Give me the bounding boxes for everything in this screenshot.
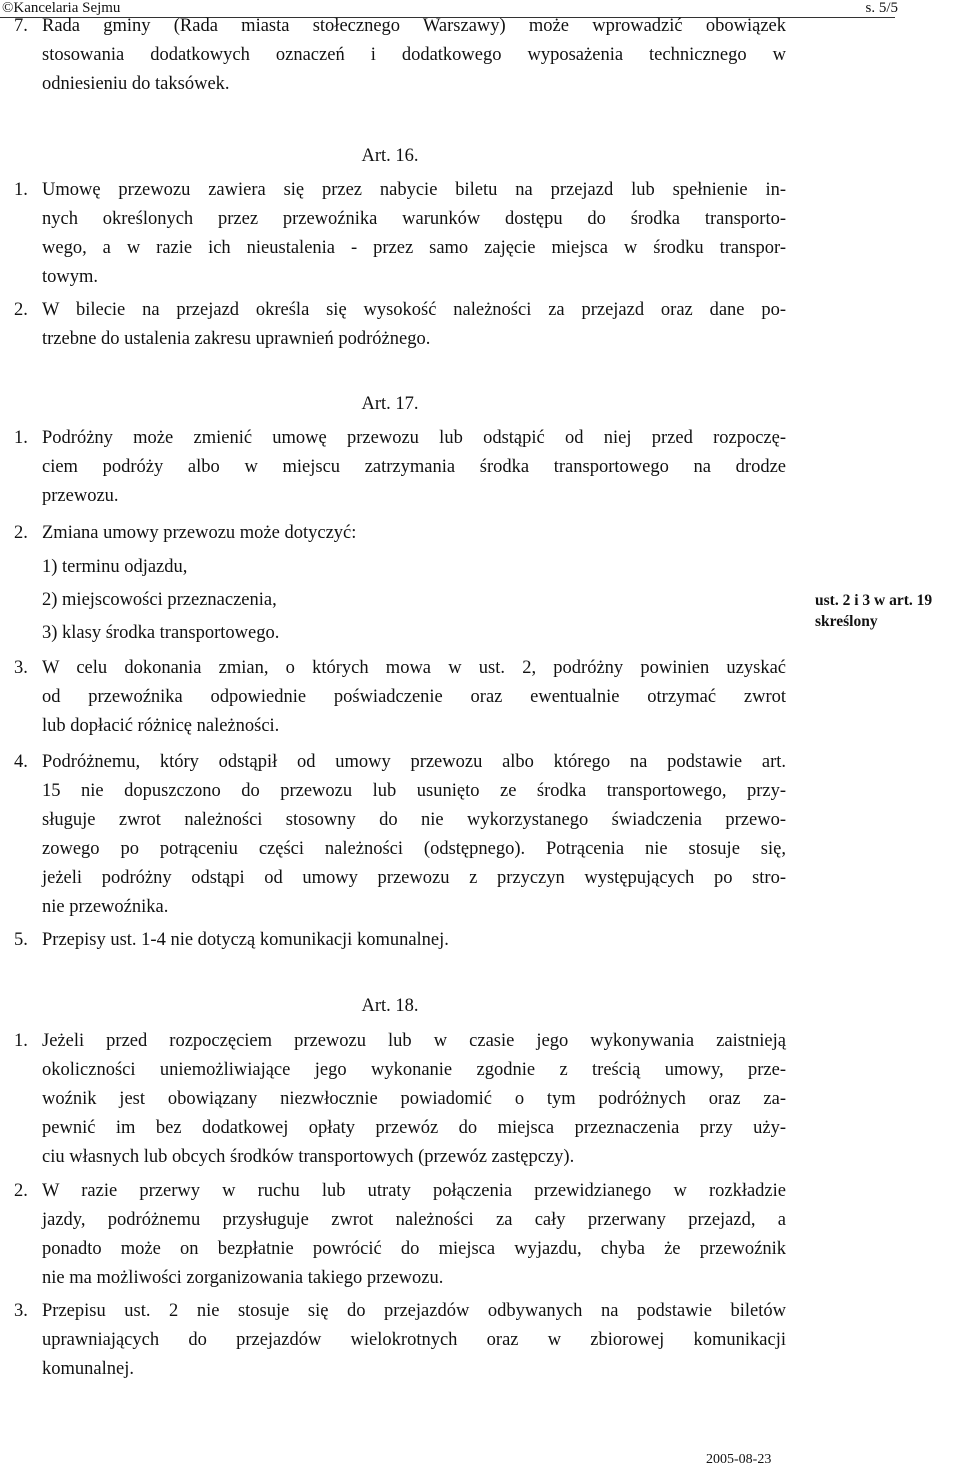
paragraph-line: przewozu. <box>42 486 119 506</box>
paragraph-line: jazdy, podróżnemu przysługuje zwrot należności za cały przerwany przejazd, a <box>42 1210 786 1230</box>
paragraph-number: 1. <box>14 1031 28 1051</box>
art18-paragraph-3 <box>14 1297 786 1384</box>
art17-paragraph-2 <box>14 519 786 548</box>
paragraph-line: Podróżny może zmienić umowę przewozu lub odstąpić od niej przed rozpoczę- <box>42 428 786 448</box>
paragraph-number: 3. <box>14 658 28 678</box>
footer-date: 2005-08-23 <box>706 1452 772 1467</box>
paragraph-number: 1. <box>14 180 28 200</box>
paragraph-7 <box>14 12 786 99</box>
paragraph-line: ciu własnych lub obcych środków transportowych (przewóz zastępczy). <box>42 1147 575 1167</box>
paragraph-number: 2. <box>14 300 28 320</box>
paragraph-line: nych określonych przez przewoźnika warunków dostępu do środka transporto- <box>42 209 786 229</box>
header-source: ©Kancelaria Sejmu <box>2 0 121 16</box>
paragraph-line: od przewoźnika odpowiednie poświadczenie oraz ewentualnie otrzymać zwrot <box>42 687 786 707</box>
paragraph-line: Podróżnemu, który odstąpił od umowy przewozu albo którego na podstawie art. <box>42 752 786 772</box>
art18-paragraph-1 <box>14 1027 786 1172</box>
paragraph-number: 2. <box>14 1181 28 1201</box>
article-heading-18: Art. 18. <box>361 996 419 1016</box>
paragraph-number: 1. <box>14 428 28 448</box>
art17-paragraph-3 <box>14 654 786 741</box>
art17-paragraph-4 <box>14 748 786 922</box>
paragraph-line: Umowę przewozu zawiera się przez nabycie biletu na przejazd lub spełnienie in- <box>42 180 786 200</box>
paragraph-line: jeżeli podróżny odstąpi od umowy przewozu z przyczyn występujących po stro- <box>42 868 786 888</box>
paragraph-line: 15 nie dopuszczono do przewozu lub usunięto ze środka transportowego, przy- <box>42 781 786 801</box>
paragraph-number: 4. <box>14 752 28 772</box>
paragraph-line: wego, a w razie ich nieustalenia - przez samo zajęcie miejsca w środku transpor- <box>42 238 786 258</box>
art16-paragraph-1 <box>14 176 786 292</box>
paragraph-line: woźnik jest obowiązany niezwłocznie powiadomić o tym podróżnych oraz za- <box>42 1089 786 1109</box>
art16-paragraph-2 <box>14 296 786 354</box>
paragraph-line: trzebne do ustalenia zakresu uprawnień podróżnego. <box>42 329 431 349</box>
art17-paragraph-1 <box>14 424 786 511</box>
paragraph-line: odniesieniu do taksówek. <box>42 74 230 94</box>
paragraph-line: Jeżeli przed rozpoczęciem przewozu lub w czasie jego wykonywania zaistnieją <box>42 1031 786 1051</box>
paragraph-line: okoliczności uniemożliwiające jego wykonanie zgodnie z treścią umowy, prze- <box>42 1060 786 1080</box>
header-page-number: s. 5/5 <box>865 0 898 16</box>
paragraph-line: Przepisu ust. 2 nie stosuje się do przejazdów odbywanych na podstawie biletów <box>42 1301 786 1321</box>
article-heading-17: Art. 17. <box>361 394 419 414</box>
paragraph-line: komunalnej. <box>42 1359 134 1379</box>
paragraph-number: 5. <box>14 930 28 950</box>
margin-note-line: skreślony <box>815 613 878 630</box>
paragraph-line: lub dopłacić różnicę należności. <box>42 716 280 736</box>
list-item: 2) miejscowości przeznaczenia, <box>42 590 277 610</box>
paragraph-line: towym. <box>42 267 99 287</box>
paragraph-number: 3. <box>14 1301 28 1321</box>
paragraph-line: zowego po potrąceniu części należności (odstępnego). Potrącenia nie stosuje się, <box>42 839 786 859</box>
article-heading-16: Art. 16. <box>361 146 419 166</box>
paragraph-line: W bilecie na przejazd określa się wysokość należności za przejazd oraz dane po- <box>42 300 786 320</box>
paragraph-line: Rada gminy (Rada miasta stołecznego Warszawy) może wprowadzić obowiązek <box>42 16 786 36</box>
margin-note-line: ust. 2 i 3 w art. 19 <box>815 592 933 609</box>
list-item: 1) terminu odjazdu, <box>42 557 188 577</box>
paragraph-line: sługuje zwrot należności stosowny do nie wykorzystanego świadczenia przewo- <box>42 810 786 830</box>
art17-enumeration <box>42 551 279 650</box>
paragraph-line: ponadto może on bezpłatnie powrócić do miejsca wyjazdu, chyba że przewoźnik <box>42 1239 786 1259</box>
paragraph-line: Zmiana umowy przewozu może dotyczyć: <box>42 523 357 543</box>
art18-paragraph-2 <box>14 1177 786 1293</box>
paragraph-line: W celu dokonania zmian, o których mowa w ust. 2, podróżny powinien uzyskać <box>42 658 786 678</box>
paragraph-line: pewnić im bez dodatkowej opłaty przewóz do miejsca przeznaczenia przy uży- <box>42 1118 786 1138</box>
paragraph-number: 2. <box>14 523 28 543</box>
paragraph-line: stosowania dodatkowych oznaczeń i dodatkowego wyposażenia technicznego w <box>42 45 786 65</box>
list-item: 3) klasy środka transportowego. <box>42 623 280 643</box>
art17-paragraph-5 <box>14 926 786 955</box>
paragraph-number: 7. <box>14 16 28 36</box>
paragraph-line: W razie przerwy w ruchu lub utraty połączenia przewidzianego w rozkładzie <box>42 1181 786 1201</box>
paragraph-line: Przepisy ust. 1-4 nie dotyczą komunikacji komunalnej. <box>42 930 449 950</box>
margin-note <box>815 590 932 632</box>
paragraph-line: nie przewoźnika. <box>42 897 169 917</box>
paragraph-line: nie ma możliwości zorganizowania takiego przewozu. <box>42 1268 444 1288</box>
paragraph-line: uprawniających do przejazdów wielokrotnych oraz w zbiorowej komunikacji <box>42 1330 786 1350</box>
paragraph-line: ciem podróży albo w miejscu zatrzymania środka transportowego na drodze <box>42 457 786 477</box>
